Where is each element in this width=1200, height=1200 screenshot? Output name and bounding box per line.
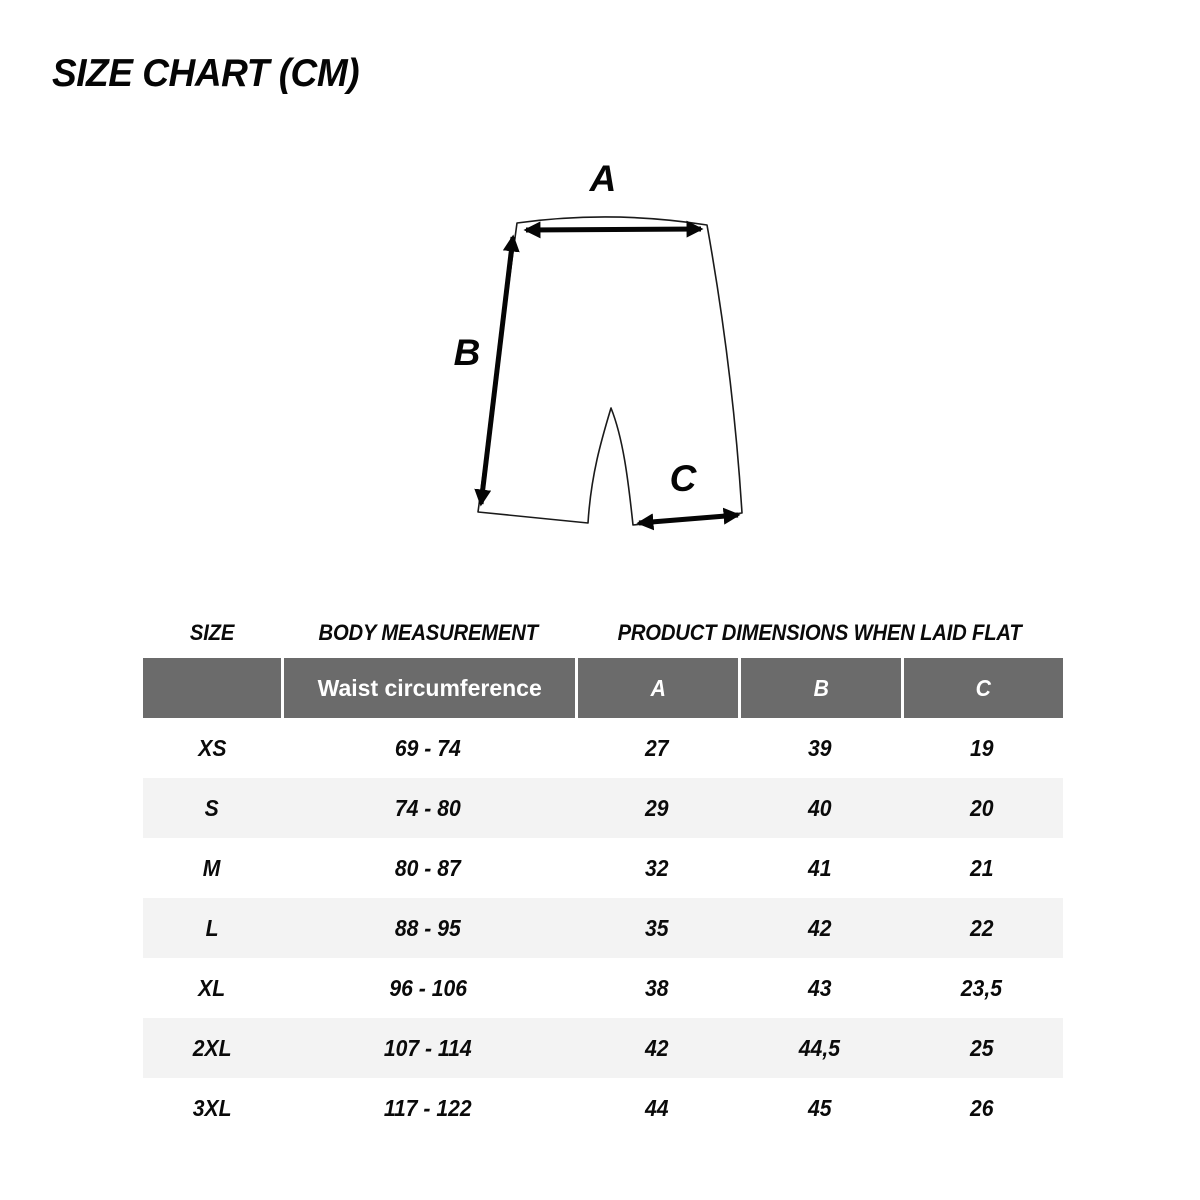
size-cell: XL	[198, 974, 226, 1001]
dim-a-cell: 32	[645, 854, 669, 881]
subheader-cell-waist: Waist circumference	[281, 658, 575, 718]
dim-c-cell: 22	[970, 914, 994, 941]
dim-b-cell: 43	[807, 974, 832, 1001]
dimension-label-c: C	[669, 458, 697, 499]
waist-cell: 117 - 122	[384, 1094, 473, 1121]
size-table	[143, 607, 1063, 1138]
waist-cell: 107 - 114	[384, 1034, 473, 1061]
subheader-cell-size	[143, 658, 281, 718]
dim-c-cell: 21	[970, 854, 994, 881]
dim-a-cell: 29	[645, 794, 669, 821]
table-row-xl	[143, 958, 1063, 1018]
dim-a-cell: 27	[645, 734, 669, 761]
dim-c-cell: 25	[970, 1034, 994, 1061]
waist-cell: 74 - 80	[395, 794, 462, 821]
dim-b-cell: 44,5	[798, 1034, 840, 1061]
dim-b-cell: 39	[807, 734, 832, 761]
dim-c-cell: 23,5	[961, 974, 1003, 1001]
table-row-m	[143, 838, 1063, 898]
dim-b-cell: 42	[807, 914, 832, 941]
size-cell: 3XL	[192, 1094, 232, 1121]
size-cell: 2XL	[192, 1034, 232, 1061]
size-cell: L	[205, 914, 219, 941]
size-cell: M	[203, 854, 221, 881]
table-subheader-row	[143, 658, 1063, 718]
dim-a-cell: 38	[645, 974, 669, 1001]
size-cell: XS	[197, 734, 227, 761]
dim-b-cell: 40	[807, 794, 832, 821]
dimension-label-a: A	[589, 158, 617, 199]
group-header-product-dimensions: PRODUCT DIMENSIONS WHEN LAID FLAT	[617, 620, 1022, 645]
measurement-arrow-a	[526, 229, 701, 230]
dim-b-cell: 45	[807, 1094, 832, 1121]
table-row-l	[143, 898, 1063, 958]
table-row-2xl	[143, 1018, 1063, 1078]
subheader-cell-a: A	[575, 658, 738, 718]
shorts-diagram	[420, 140, 800, 570]
group-header-size: SIZE	[189, 620, 235, 645]
group-header-body-measurement: BODY MEASUREMENT	[318, 620, 538, 645]
table-row-3xl	[143, 1078, 1063, 1138]
subheader-cell-c: C	[901, 658, 1063, 718]
dim-a-cell: 35	[645, 914, 669, 941]
dimension-label-b: B	[453, 332, 481, 373]
dim-a-cell: 42	[645, 1034, 669, 1061]
dim-c-cell: 19	[970, 734, 994, 761]
shorts-outline	[478, 217, 742, 525]
waist-cell: 96 - 106	[389, 974, 468, 1001]
dim-c-cell: 26	[970, 1094, 994, 1121]
waist-cell: 80 - 87	[395, 854, 462, 881]
waist-cell: 69 - 74	[395, 734, 462, 761]
size-cell: S	[204, 794, 220, 821]
subheader-cell-b: B	[738, 658, 900, 718]
page-title: SIZE CHART (CM)	[52, 52, 360, 95]
table-row-s	[143, 778, 1063, 838]
dim-b-cell: 41	[807, 854, 832, 881]
dim-c-cell: 20	[970, 794, 994, 821]
table-group-header-row	[143, 607, 1063, 658]
dim-a-cell: 44	[645, 1094, 669, 1121]
table-row-xs	[143, 718, 1063, 778]
waist-cell: 88 - 95	[395, 914, 462, 941]
